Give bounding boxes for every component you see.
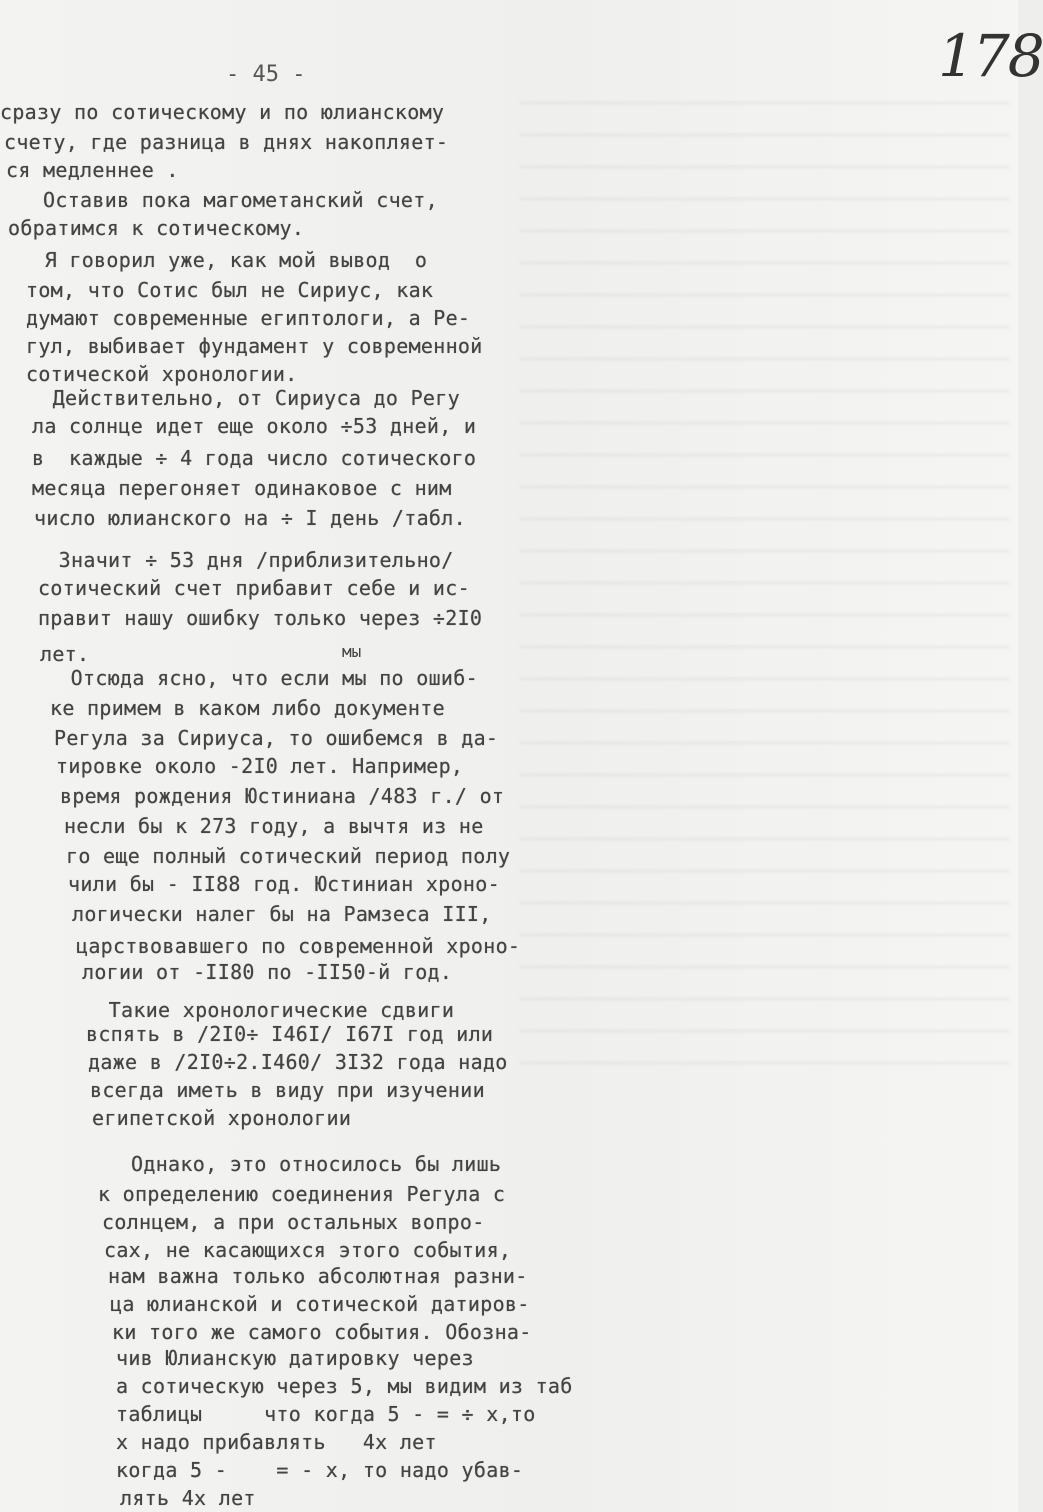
text-line: египетской хронологии [92, 1106, 352, 1130]
text-line: месяца перегоняет одинаковое с ним [32, 476, 452, 500]
text-line: несли бы к 273 году, а вычтя из не [64, 814, 484, 838]
text-line: ке примем в каком либо документе [50, 696, 445, 720]
text-line: ся медленнее . [6, 158, 179, 182]
text-line: к определению соединения Регула с [98, 1182, 506, 1206]
text-line: Регула за Сириуса, то ошибемся в да- [54, 726, 499, 750]
text-line: тировке около -2I0 лет. Например, [56, 754, 464, 778]
bleed-through-text [520, 80, 1010, 1080]
text-line: том, что Сотис был не Сириус, как [26, 278, 434, 302]
text-line: Значит ÷ 53 дня /приблизительно/ [34, 548, 454, 572]
text-line: Отсюда ясно, что если мы по ошиб- [46, 666, 478, 690]
text-line: сотический счет прибавит себе и ис- [38, 576, 470, 600]
text-line: лет. [40, 642, 90, 666]
text-line: вспять в /2I0÷ I46I/ I67I год или [86, 1022, 494, 1046]
text-line: обратимся к сотическому. [8, 216, 305, 240]
text-line: в каждые ÷ 4 года число сотического [32, 446, 477, 470]
text-line: а сотическую через 5, мы видим из таб [116, 1374, 573, 1398]
text-line: солнцем, а при остальных вопро- [102, 1210, 485, 1234]
text-line: Однако, это относилось бы лишь [94, 1152, 502, 1176]
text-line: логии от -II80 по -II50-й год. [82, 960, 453, 984]
text-line: правит нашу ошибку только через ÷2I0 [38, 606, 483, 630]
text-line: ки того же самого события. Обозна- [112, 1320, 532, 1344]
text-line: время рождения Юстиниана /483 г./ от [60, 784, 505, 808]
text-line: царствовавшего по современной хроно- [76, 934, 521, 958]
text-line: думают современные египтологи, а Ре- [26, 306, 471, 330]
superscript-insertion: мы [342, 642, 362, 661]
text-line: ца юлианской и сотической датиров- [110, 1292, 530, 1316]
text-line: го еще полный сотический период полу [66, 844, 511, 868]
text-line: сотической хронологии. [26, 362, 298, 386]
text-line: чив Юлианскую датировку через [116, 1346, 474, 1370]
text-line: Такие хронологические сдвиги [84, 998, 455, 1022]
text-line: чили бы - II88 год. Юстиниан хроно- [68, 872, 500, 896]
text-line: таблицы что когда 5 - = ÷ x,то [116, 1402, 536, 1426]
page-number: - 45 - [226, 62, 306, 87]
text-line: логически налег бы на Рамзеса III, [72, 902, 492, 926]
text-line: сразу по сотическому и по юлианскому [0, 100, 445, 124]
text-line: число юлианского на ÷ I день /табл. [34, 506, 466, 530]
text-line: всегда иметь в виду при изучении [90, 1078, 485, 1102]
text-line: гул, выбивает фундамент у современной [26, 334, 483, 358]
text-line: Оставив пока магометанский счет, [6, 188, 438, 212]
text-line: сах, не касающихся этого события, [104, 1238, 512, 1262]
text-line: лять 4x лет [120, 1486, 256, 1510]
text-line: счету, где разница в днях накопляет- [4, 130, 449, 154]
text-line: когда 5 - = - x, то надо убав- [116, 1458, 524, 1482]
folio-number: 178 [938, 22, 1043, 90]
text-line: нам важна только абсолютная разни- [108, 1264, 528, 1288]
text-line: ла солнце идет еще около ÷53 дней, и [32, 414, 477, 438]
text-line: x надо прибавлять 4x лет [116, 1430, 437, 1454]
text-line: даже в /2I0÷2.I460/ 3I32 года надо [88, 1050, 508, 1074]
text-line: Я говорил уже, как мой вывод о [20, 248, 428, 272]
text-line: Действительно, от Сириуса до Регу [28, 386, 460, 410]
